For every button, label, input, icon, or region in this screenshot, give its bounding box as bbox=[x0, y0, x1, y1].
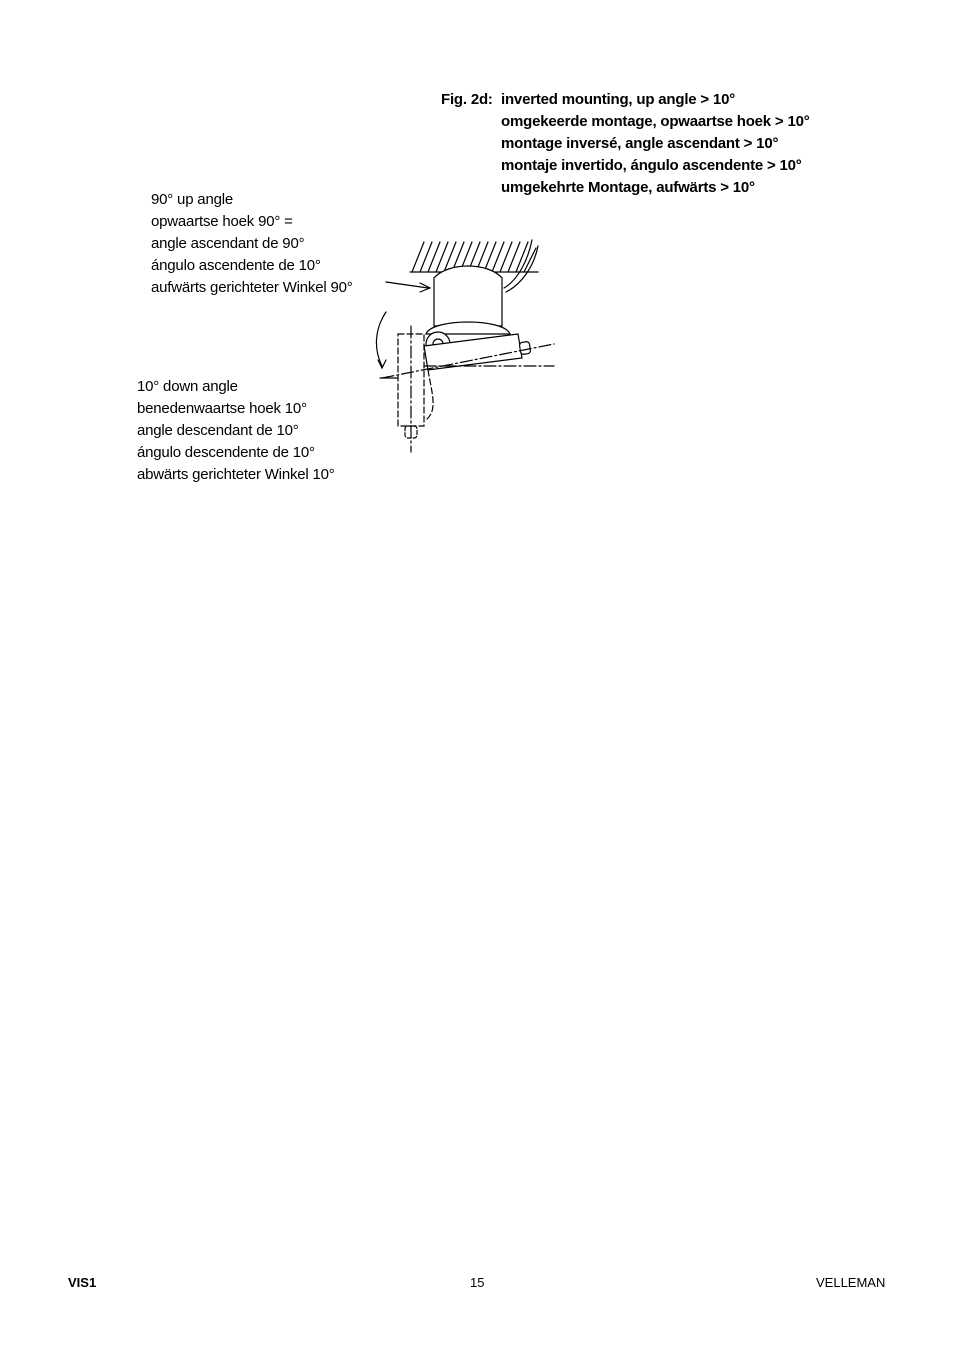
caption-line-nl: omgekeerde montage, opwaartse hoek > 10° bbox=[501, 113, 810, 130]
up-angle-line-de: aufwärts gerichteter Winkel 90° bbox=[151, 279, 353, 296]
mount-body bbox=[434, 266, 502, 326]
mounting-diagram bbox=[368, 230, 558, 462]
footer-model: VIS1 bbox=[68, 1275, 97, 1290]
down-angle-line-en: 10° down angle bbox=[137, 378, 238, 395]
up-angle-line-nl: opwaartse hoek 90° = bbox=[151, 213, 293, 230]
down-angle-line-fr: angle descendant de 10° bbox=[137, 422, 299, 439]
down-angle-line-de: abwärts gerichteter Winkel 10° bbox=[137, 466, 335, 483]
up-angle-arc bbox=[376, 312, 386, 366]
caption-line-en: inverted mounting, up angle > 10° bbox=[501, 91, 736, 108]
down-angle-line-nl: benedenwaartse hoek 10° bbox=[137, 400, 307, 417]
up-angle-pointer bbox=[386, 282, 428, 288]
caption-row bbox=[441, 133, 810, 155]
caption-row bbox=[441, 111, 810, 133]
up-angle-line-en: 90° up angle bbox=[151, 191, 234, 208]
support-dashed bbox=[426, 370, 433, 420]
footer-brand: VELLEMAN bbox=[816, 1275, 886, 1290]
camera-lens bbox=[519, 341, 531, 354]
up-angle-line-fr: angle ascendant de 90° bbox=[151, 235, 305, 252]
page-number: 15 bbox=[470, 1275, 485, 1290]
up-angle-label bbox=[151, 189, 353, 299]
caption-line-es: montaje invertido, ángulo ascendente > 10° bbox=[501, 157, 802, 174]
figure-caption bbox=[441, 89, 810, 199]
caption-row bbox=[441, 177, 810, 199]
up-angle-line-es: ángulo ascendente de 10° bbox=[151, 257, 321, 274]
caption-row bbox=[441, 89, 810, 111]
caption-line-de: umgekehrte Montage, aufwärts > 10° bbox=[501, 179, 755, 196]
down-angle-line-es: ángulo descendente de 10° bbox=[137, 444, 315, 461]
caption-line-fr: montage inversé, angle ascendant > 10° bbox=[501, 135, 779, 152]
caption-row bbox=[441, 155, 810, 177]
up-arrowhead-icon bbox=[378, 360, 386, 368]
down-angle-label bbox=[137, 376, 335, 486]
figure-number: Fig. 2d: bbox=[441, 91, 493, 108]
